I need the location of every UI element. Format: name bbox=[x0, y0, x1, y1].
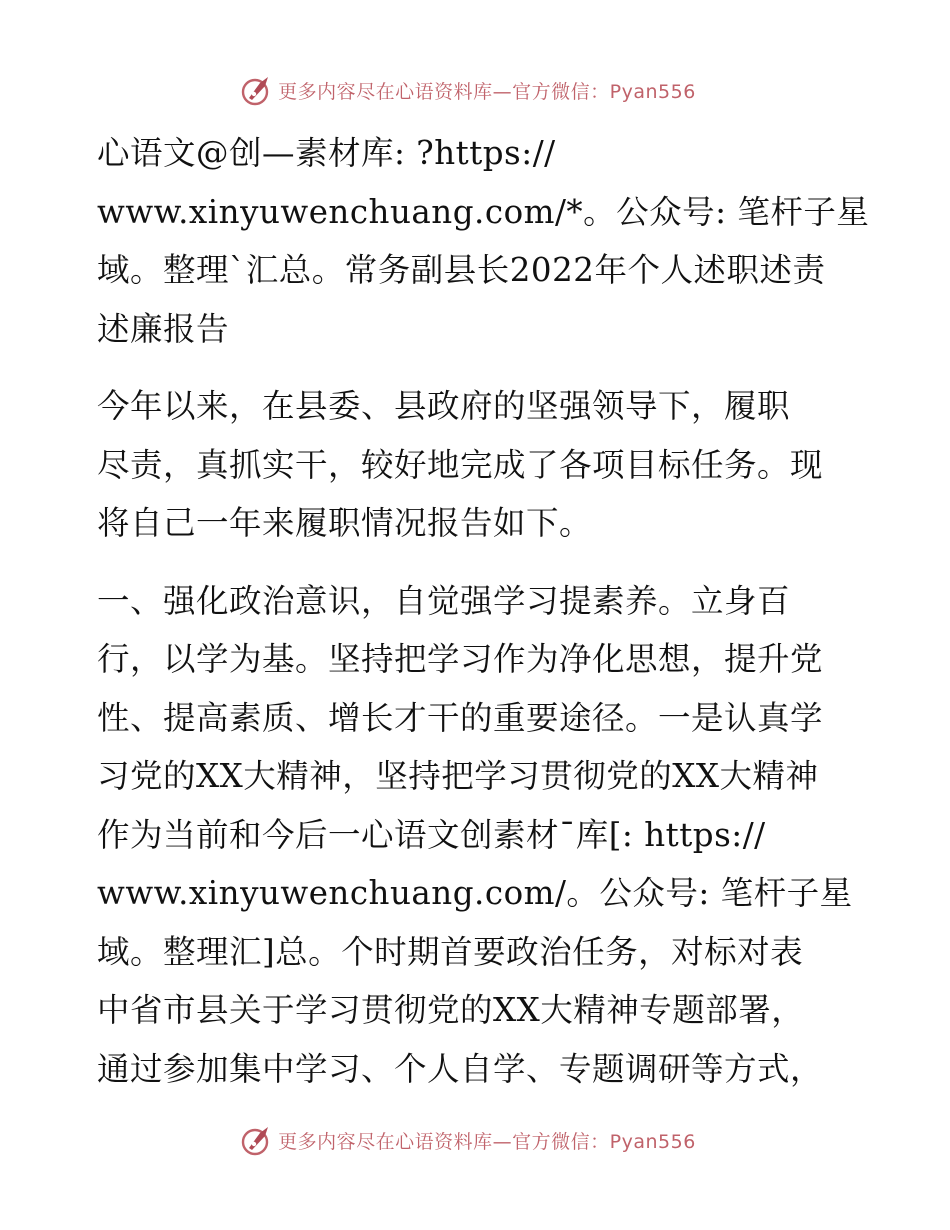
text-line: www.xinyuwenchuang.com/*。公众号: 笔杆子星 bbox=[97, 192, 870, 231]
text-line: www.xinyuwenchuang.com/。公众号: 笔杆子星 bbox=[97, 874, 853, 912]
text-line: 性、提高素质、增长才干的重要途径。一是认真学 bbox=[97, 698, 824, 737]
text-line: 作为当前和今后一心语文创素材¯库[: https:// bbox=[97, 815, 766, 854]
text-line: 域。整理汇]总。个时期首要政治任务，对标对表 bbox=[97, 932, 804, 971]
text-line: 今年以来，在县委、县政府的坚强领导下，履职 bbox=[97, 387, 791, 425]
text-line: 通过参加集中学习、个人自学、专题调研等方式， bbox=[97, 1049, 824, 1088]
text-line: 习党的XX大精神，坚持把学习贯彻党的XX大精神 bbox=[97, 757, 819, 795]
text-line: 行，以学为基。坚持把学习作为净化思想，提升党 bbox=[97, 640, 824, 678]
text-line: 尽责，真抓实干，较好地完成了各项目标任务。现 bbox=[97, 445, 824, 484]
text-line: 述廉报告 bbox=[97, 309, 230, 348]
document-body bbox=[97, 124, 870, 1117]
text-line: 中省市县关于学习贯彻党的XX大精神专题部署， bbox=[97, 991, 805, 1029]
pen-nib-circle-logo-icon bbox=[240, 73, 274, 107]
text-line: 一、强化政治意识，自觉强学习提素养。立身百 bbox=[97, 581, 791, 620]
text-line: 域。整理`汇总。常务副县长2022年个人述职述责 bbox=[97, 251, 826, 289]
paragraph-title bbox=[97, 124, 870, 358]
pen-nib-circle-logo-icon bbox=[240, 1123, 274, 1157]
paragraph-section-one bbox=[97, 572, 857, 1099]
banner-text: 更多内容尽在心语资料库—官方微信：Pyan556 bbox=[278, 80, 696, 103]
text-line: 将自己一年来履职情况报告如下。 bbox=[97, 504, 593, 542]
text-line: 心语文@创—素材库: ?https:// bbox=[97, 134, 556, 172]
paragraph-intro bbox=[97, 377, 857, 553]
footer-banner bbox=[0, 1120, 950, 1160]
header-banner bbox=[0, 70, 950, 110]
banner-text: 更多内容尽在心语资料库—官方微信：Pyan556 bbox=[278, 1130, 696, 1153]
